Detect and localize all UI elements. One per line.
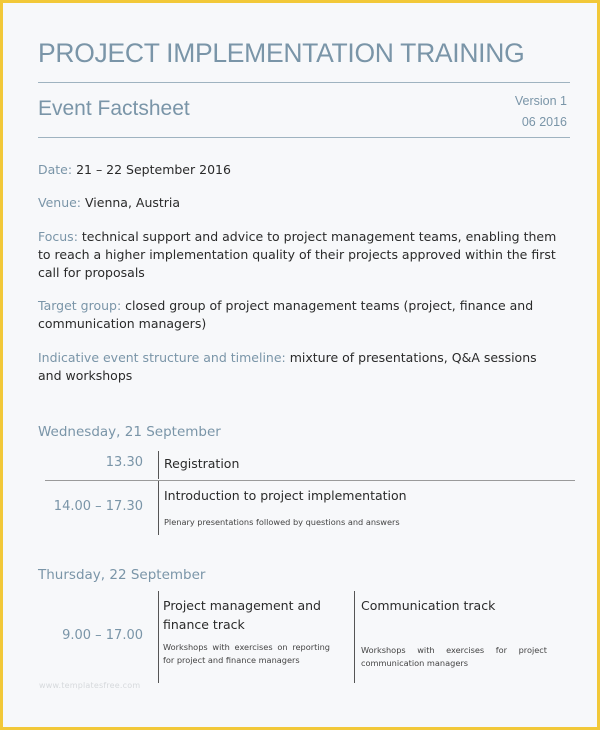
watermark: www.templatesfree.com: [39, 681, 141, 690]
schedule-title: Registration: [164, 456, 240, 471]
track-title: Communication track: [361, 598, 496, 613]
venue-label: Venue:: [38, 195, 82, 210]
factsheet-page: [3, 3, 597, 727]
schedule-title: Introduction to project implementation: [164, 488, 407, 503]
focus-field: [38, 228, 558, 282]
focus-value: technical support and advice to project management teams, enabling them to reach a higher implementation quality of their projects approved within the first call for proposals: [38, 229, 557, 280]
schedule-note: Plenary presentations followed by questions and answers: [164, 517, 400, 527]
target-group-label: Target group:: [38, 298, 122, 313]
document-title: PROJECT IMPLEMENTATION TRAINING: [38, 38, 525, 68]
day1-heading: Wednesday, 21 September: [38, 424, 221, 440]
day2-heading: Thursday, 22 September: [38, 567, 206, 583]
schedule-time: 14.00 – 17.30: [53, 499, 143, 514]
document-subtitle: Event Factsheet: [38, 97, 190, 120]
structure-label: Indicative event structure and timeline:: [38, 350, 286, 365]
venue-value: Vienna, Austria: [81, 195, 181, 210]
track-note: Workshops with exercises on reporting for project and finance managers: [163, 642, 330, 665]
date-label: Date:: [38, 162, 73, 177]
schedule-time: 13.30: [105, 455, 143, 470]
structure-value: mixture of presentations, Q&A sessions and workshops: [38, 350, 537, 383]
schedule-time: 9.00 – 17.00: [62, 628, 143, 643]
version-date: 06 2016: [521, 115, 567, 129]
focus-label: Focus:: [38, 229, 78, 244]
target-group-value: closed group of project management teams (project, finance and communication managers): [38, 298, 534, 331]
version-label: Version 1: [514, 94, 567, 108]
track-note: Workshops with exercises for project communication managers: [361, 645, 547, 668]
day1-row2-divider: [158, 481, 159, 535]
day2-time-divider: [158, 591, 159, 683]
date-value: 21 – 22 September 2016: [72, 162, 231, 177]
target-group-field: [38, 297, 558, 333]
version-block: [515, 91, 567, 133]
venue-field: [38, 194, 558, 212]
day2-track-divider: [354, 591, 355, 683]
title-rule: [38, 82, 570, 83]
day1-row1-divider: [158, 451, 159, 479]
date-field: [38, 161, 558, 179]
subtitle-rule: [38, 137, 570, 138]
day1-row-separator: [45, 480, 575, 481]
track-title: Project management and finance track: [163, 598, 321, 632]
structure-field: [38, 349, 558, 385]
